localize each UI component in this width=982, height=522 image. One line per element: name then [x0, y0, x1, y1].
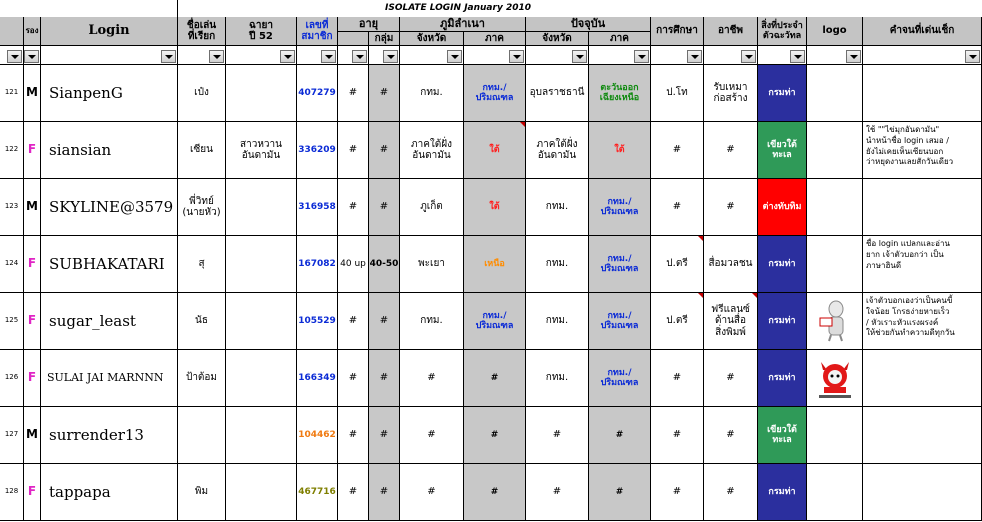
- login-header: Login: [41, 17, 178, 46]
- login-cell[interactable]: surrender13: [41, 407, 178, 464]
- origin-province-cell[interactable]: พะเยา: [400, 236, 464, 293]
- nickname-cell[interactable]: เซียน: [178, 122, 226, 179]
- note-cell[interactable]: เจ้าตัวบอกเองว่าเป็นคนขี้ ใจน้อย โกรธง่ายหายเร็ว / หัวเราะหัวแรงผรงค์ ให้ช่วยกันทำความดีทุกวัน: [863, 293, 982, 350]
- age-group-cell[interactable]: #: [369, 122, 400, 179]
- note-cell[interactable]: [863, 179, 982, 236]
- current-province-cell[interactable]: กทม.: [526, 293, 589, 350]
- current-province-cell[interactable]: #: [526, 464, 589, 521]
- age-cell[interactable]: #: [338, 179, 369, 236]
- occupation-cell[interactable]: รับเหมา ก่อสร้าง: [704, 65, 758, 122]
- filter-dropdown-icon[interactable]: [24, 50, 39, 63]
- logo-cell[interactable]: [807, 350, 863, 407]
- age-group-cell[interactable]: #: [369, 350, 400, 407]
- origin-region-cell[interactable]: #: [464, 407, 526, 464]
- filter-cell[interactable]: [24, 46, 41, 65]
- login-cell[interactable]: sugar_least: [41, 293, 178, 350]
- education-header: การศึกษา: [651, 17, 704, 46]
- filter-dropdown-icon[interactable]: [790, 50, 805, 63]
- note-cell[interactable]: ชื่อ login แปลกและอ่าน ยาก เจ้าตัวบอกว่า เป็น ภาษาฮินดี: [863, 236, 982, 293]
- filter-cell[interactable]: [369, 46, 400, 65]
- origin-province-cell[interactable]: #: [400, 407, 464, 464]
- filter-dropdown-icon[interactable]: [687, 50, 702, 63]
- nickname-cell[interactable]: พี่วิทย์ (นายหัว): [178, 179, 226, 236]
- logo-cell[interactable]: [807, 122, 863, 179]
- login-cell[interactable]: SULAI JAI MARNNN: [41, 350, 178, 407]
- current-province-cell[interactable]: กทม.: [526, 236, 589, 293]
- current-region-cell[interactable]: #: [589, 407, 651, 464]
- logo-cell[interactable]: [807, 236, 863, 293]
- occupation-cell[interactable]: #: [704, 122, 758, 179]
- filter-dropdown-icon[interactable]: [280, 50, 295, 63]
- filter-dropdown-icon[interactable]: [7, 50, 22, 63]
- nickname-header: ชื่อเล่น ที่เรียก: [178, 17, 226, 46]
- cutoff-cell[interactable]: [226, 407, 297, 464]
- status-cell[interactable]: ต่างทับทิม: [758, 179, 807, 236]
- origin-region-cell[interactable]: เหนือ: [464, 236, 526, 293]
- current-region-cell[interactable]: ใต้: [589, 122, 651, 179]
- origin-region-cell[interactable]: ใต้: [464, 179, 526, 236]
- nickname-cell[interactable]: พิม: [178, 464, 226, 521]
- login-cell[interactable]: SUBHAKATARI: [41, 236, 178, 293]
- age-group-cell[interactable]: #: [369, 179, 400, 236]
- logo-cell[interactable]: [807, 179, 863, 236]
- current-province-cell[interactable]: ภาคใต้ฝั่ง อันดามัน: [526, 122, 589, 179]
- sheet-title-area: [0, 0, 178, 17]
- gender-cell: M: [24, 179, 41, 236]
- row-number: 121: [0, 65, 24, 122]
- filter-cell[interactable]: [400, 46, 464, 65]
- row-number: 128: [0, 464, 24, 521]
- nickname-cell[interactable]: นัธ: [178, 293, 226, 350]
- member-no-cell[interactable]: 167082: [297, 236, 338, 293]
- cutoff-cell[interactable]: สาวหวาน อันดามัน: [226, 122, 297, 179]
- filter-dropdown-icon[interactable]: [741, 50, 756, 63]
- member-no-cell[interactable]: 104462: [297, 407, 338, 464]
- education-cell[interactable]: ป.ตรี: [651, 293, 704, 350]
- nickname-cell[interactable]: [178, 407, 226, 464]
- filter-dropdown-icon[interactable]: [383, 50, 398, 63]
- member-no-cell[interactable]: 166349: [297, 350, 338, 407]
- age-header: อายุ: [338, 17, 400, 32]
- cutoff-cell[interactable]: [226, 179, 297, 236]
- occupation-cell[interactable]: #: [704, 179, 758, 236]
- age-cell[interactable]: #: [338, 407, 369, 464]
- occupation-cell[interactable]: #: [704, 407, 758, 464]
- filter-cell[interactable]: [704, 46, 758, 65]
- origin-region-cell[interactable]: #: [464, 350, 526, 407]
- cutoff-cell[interactable]: [226, 65, 297, 122]
- nickname-cell[interactable]: สุ: [178, 236, 226, 293]
- member-no-cell[interactable]: 105529: [297, 293, 338, 350]
- current-region-cell[interactable]: กทม./ ปริมณฑล: [589, 350, 651, 407]
- current-province-cell[interactable]: กทม.: [526, 179, 589, 236]
- login-cell[interactable]: SianpenG: [41, 65, 178, 122]
- origin-province-cell[interactable]: กทม.: [400, 293, 464, 350]
- gender-cell: F: [24, 236, 41, 293]
- login-cell[interactable]: tappapa: [41, 464, 178, 521]
- origin-province-cell[interactable]: #: [400, 464, 464, 521]
- gender-header: รอง: [24, 17, 41, 46]
- row-number: 122: [0, 122, 24, 179]
- row-number: 123: [0, 179, 24, 236]
- current-region-cell[interactable]: #: [589, 464, 651, 521]
- status-header: สิ่งที่ประจำ ตัวฉะวัทล: [758, 17, 807, 46]
- origin-header: ภูมิลำเนา: [400, 17, 526, 32]
- mascot-logo-icon: [815, 356, 855, 400]
- nickname-cell[interactable]: เป๋ง: [178, 65, 226, 122]
- occupation-header: อาชีพ: [704, 17, 758, 46]
- status-cell[interactable]: กรมท่า: [758, 464, 807, 521]
- member-no-cell[interactable]: 407279: [297, 65, 338, 122]
- member-no-cell[interactable]: 336209: [297, 122, 338, 179]
- row-number: 125: [0, 293, 24, 350]
- current-region-cell[interactable]: กทม./ ปริมณฑล: [589, 293, 651, 350]
- education-cell[interactable]: ป.โท: [651, 65, 704, 122]
- occupation-cell[interactable]: สื่อมวลชน: [704, 236, 758, 293]
- cutoff-cell[interactable]: [226, 350, 297, 407]
- age-group-cell[interactable]: 40-50: [369, 236, 400, 293]
- login-cell[interactable]: siansian: [41, 122, 178, 179]
- current-province-cell[interactable]: กทม.: [526, 350, 589, 407]
- filter-dropdown-icon[interactable]: [321, 50, 336, 63]
- logo-cell[interactable]: [807, 464, 863, 521]
- age-blank-subheader: [338, 32, 369, 46]
- current-province-header: จังหวัด: [526, 32, 589, 46]
- member-no-cell[interactable]: 316958: [297, 179, 338, 236]
- origin-region-cell[interactable]: ใต้: [464, 122, 526, 179]
- origin-region-header: ภาค: [464, 32, 526, 46]
- filter-cell[interactable]: [807, 46, 863, 65]
- education-cell[interactable]: #: [651, 122, 704, 179]
- nickname-cell[interactable]: ป้าต้อม: [178, 350, 226, 407]
- filter-cell[interactable]: [178, 46, 226, 65]
- current-region-cell[interactable]: ตะวันออก เฉียงเหนือ: [589, 65, 651, 122]
- note-cell[interactable]: [863, 407, 982, 464]
- age-cell[interactable]: #: [338, 464, 369, 521]
- origin-region-cell[interactable]: กทม./ ปริมณฑล: [464, 65, 526, 122]
- current-region-cell[interactable]: กทม./ ปริมณฑล: [589, 236, 651, 293]
- login-cell[interactable]: SKYLINE@3579: [41, 179, 178, 236]
- age-group-cell[interactable]: #: [369, 464, 400, 521]
- sheet-title: ISOLATE LOGIN January 2010: [178, 0, 738, 17]
- filter-dropdown-icon[interactable]: [846, 50, 861, 63]
- filter-cell[interactable]: [297, 46, 338, 65]
- note-cell[interactable]: [863, 350, 982, 407]
- row-number: 127: [0, 407, 24, 464]
- status-cell[interactable]: กรมท่า: [758, 350, 807, 407]
- age-group-header: กลุ่ม: [369, 32, 400, 46]
- origin-province-cell[interactable]: ภาคใต้ฝั่ง อันดามัน: [400, 122, 464, 179]
- filter-cell[interactable]: [758, 46, 807, 65]
- row-number: 126: [0, 350, 24, 407]
- filter-dropdown-icon[interactable]: [965, 50, 980, 63]
- current-region-cell[interactable]: กทม./ ปริมณฑล: [589, 179, 651, 236]
- note-cell[interactable]: ใช้ ""ไข่มุกอันดามัน" นำหน้าชื่อ login เสมอ / ยังไม่เคยเห็นเซียนบอก ว่าหยุดงานเลยสักวันเดียว: [863, 122, 982, 179]
- age-group-cell[interactable]: #: [369, 407, 400, 464]
- note-cell[interactable]: [863, 464, 982, 521]
- gender-cell: M: [24, 407, 41, 464]
- status-cell[interactable]: กรมท่า: [758, 65, 807, 122]
- age-cell[interactable]: #: [338, 350, 369, 407]
- origin-province-cell[interactable]: #: [400, 350, 464, 407]
- status-cell[interactable]: กรมท่า: [758, 293, 807, 350]
- education-cell[interactable]: #: [651, 350, 704, 407]
- filter-cell[interactable]: [226, 46, 297, 65]
- person-figure-icon: [818, 300, 852, 342]
- logo-header: logo: [807, 17, 863, 46]
- gender-cell: F: [24, 350, 41, 407]
- logo-cell[interactable]: [807, 65, 863, 122]
- note-header: คำจนที่เด่นเช็ก: [863, 17, 982, 46]
- age-group-cell[interactable]: #: [369, 293, 400, 350]
- logo-cell[interactable]: [807, 293, 863, 350]
- filter-dropdown-icon[interactable]: [209, 50, 224, 63]
- age-cell[interactable]: #: [338, 293, 369, 350]
- cutoff-cell[interactable]: [226, 236, 297, 293]
- education-cell[interactable]: #: [651, 407, 704, 464]
- occupation-cell[interactable]: ฟรีแลนซ์ ด้านสื่อ สิ่งพิมพ์: [704, 293, 758, 350]
- filter-cell[interactable]: [526, 46, 589, 65]
- origin-region-cell[interactable]: #: [464, 464, 526, 521]
- education-cell[interactable]: #: [651, 179, 704, 236]
- filter-dropdown-icon[interactable]: [447, 50, 462, 63]
- status-cell[interactable]: เขียวใต้ทะเล: [758, 122, 807, 179]
- current-region-header: ภาค: [589, 32, 651, 46]
- origin-province-header: จังหวัด: [400, 32, 464, 46]
- gender-cell: M: [24, 65, 41, 122]
- filter-cell[interactable]: [863, 46, 982, 65]
- occupation-cell[interactable]: #: [704, 350, 758, 407]
- filter-dropdown-icon[interactable]: [509, 50, 524, 63]
- filter-dropdown-icon[interactable]: [352, 50, 367, 63]
- filter-cell[interactable]: [589, 46, 651, 65]
- current-province-cell[interactable]: อุบลราชธานี: [526, 65, 589, 122]
- gender-cell: F: [24, 122, 41, 179]
- filter-cell[interactable]: [651, 46, 704, 65]
- cutoff-cell[interactable]: [226, 464, 297, 521]
- note-cell[interactable]: [863, 65, 982, 122]
- origin-region-cell[interactable]: กทม./ ปริมณฑล: [464, 293, 526, 350]
- education-cell[interactable]: ป.ตรี: [651, 236, 704, 293]
- row-number: 124: [0, 236, 24, 293]
- age-cell[interactable]: #: [338, 65, 369, 122]
- filter-cell[interactable]: [41, 46, 178, 65]
- gender-cell: F: [24, 293, 41, 350]
- member-no-header: เลขที่ สมาชิก: [297, 17, 338, 46]
- cutoff-cell[interactable]: [226, 293, 297, 350]
- origin-province-cell[interactable]: ภูเก็ต: [400, 179, 464, 236]
- education-cell[interactable]: #: [651, 464, 704, 521]
- filter-dropdown-icon[interactable]: [634, 50, 649, 63]
- current-province-cell[interactable]: #: [526, 407, 589, 464]
- age-cell[interactable]: 40 up: [338, 236, 369, 293]
- cutoff-header: ฉายา ปี 52: [226, 17, 297, 46]
- filter-dropdown-icon[interactable]: [161, 50, 176, 63]
- gender-cell: F: [24, 464, 41, 521]
- row-number-header: [0, 17, 24, 46]
- filter-cell[interactable]: [464, 46, 526, 65]
- current-header: ปัจจุบัน: [526, 17, 651, 32]
- member-no-cell[interactable]: 467716: [297, 464, 338, 521]
- status-cell[interactable]: เขียวใต้ทะเล: [758, 407, 807, 464]
- origin-province-cell[interactable]: กทม.: [400, 65, 464, 122]
- logo-cell[interactable]: [807, 407, 863, 464]
- age-cell[interactable]: #: [338, 122, 369, 179]
- occupation-cell[interactable]: #: [704, 464, 758, 521]
- filter-cell[interactable]: [0, 46, 24, 65]
- age-group-cell[interactable]: #: [369, 65, 400, 122]
- status-cell[interactable]: กรมท่า: [758, 236, 807, 293]
- filter-cell[interactable]: [338, 46, 369, 65]
- filter-dropdown-icon[interactable]: [572, 50, 587, 63]
